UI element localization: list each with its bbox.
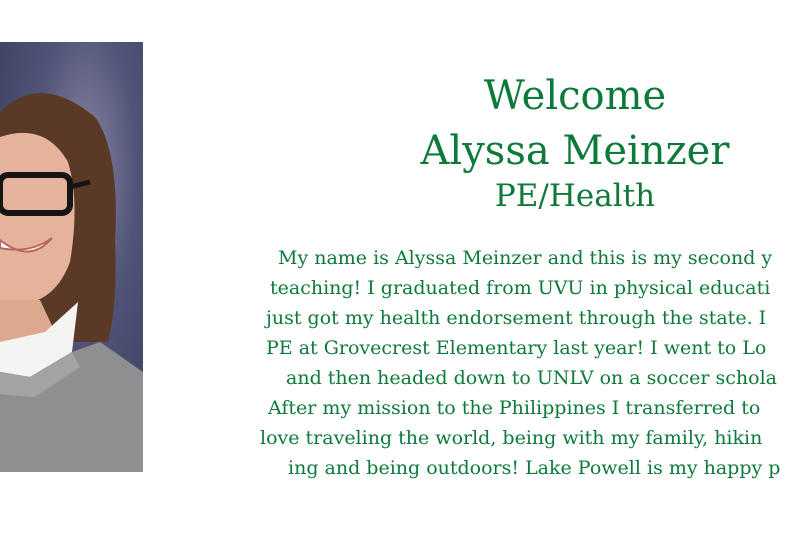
bio-line: and then headed down to UNLV on a soccer schola xyxy=(286,367,777,389)
teacher-portrait-photo xyxy=(0,42,143,472)
bio-line: After my mission to the Philippines I transferred to xyxy=(268,397,761,419)
bio-line: My name is Alyssa Meinzer and this is my second y xyxy=(278,247,773,269)
teacher-name-heading: Alyssa Meinzer xyxy=(420,128,730,174)
bio-line: just got my health endorsement through the state. I xyxy=(266,307,767,329)
welcome-heading: Welcome xyxy=(483,73,667,119)
bio-line: ing and being outdoors! Lake Powell is my happy p xyxy=(288,457,781,479)
bio-line: teaching! I graduated from UVU in physical educati xyxy=(270,277,771,299)
bio-line: PE at Grovecrest Elementary last year! I went to Lo xyxy=(266,337,767,359)
subject-heading: PE/Health xyxy=(494,178,656,214)
bio-line: love traveling the world, being with my family, hikin xyxy=(260,427,763,449)
bio-text xyxy=(250,243,800,493)
